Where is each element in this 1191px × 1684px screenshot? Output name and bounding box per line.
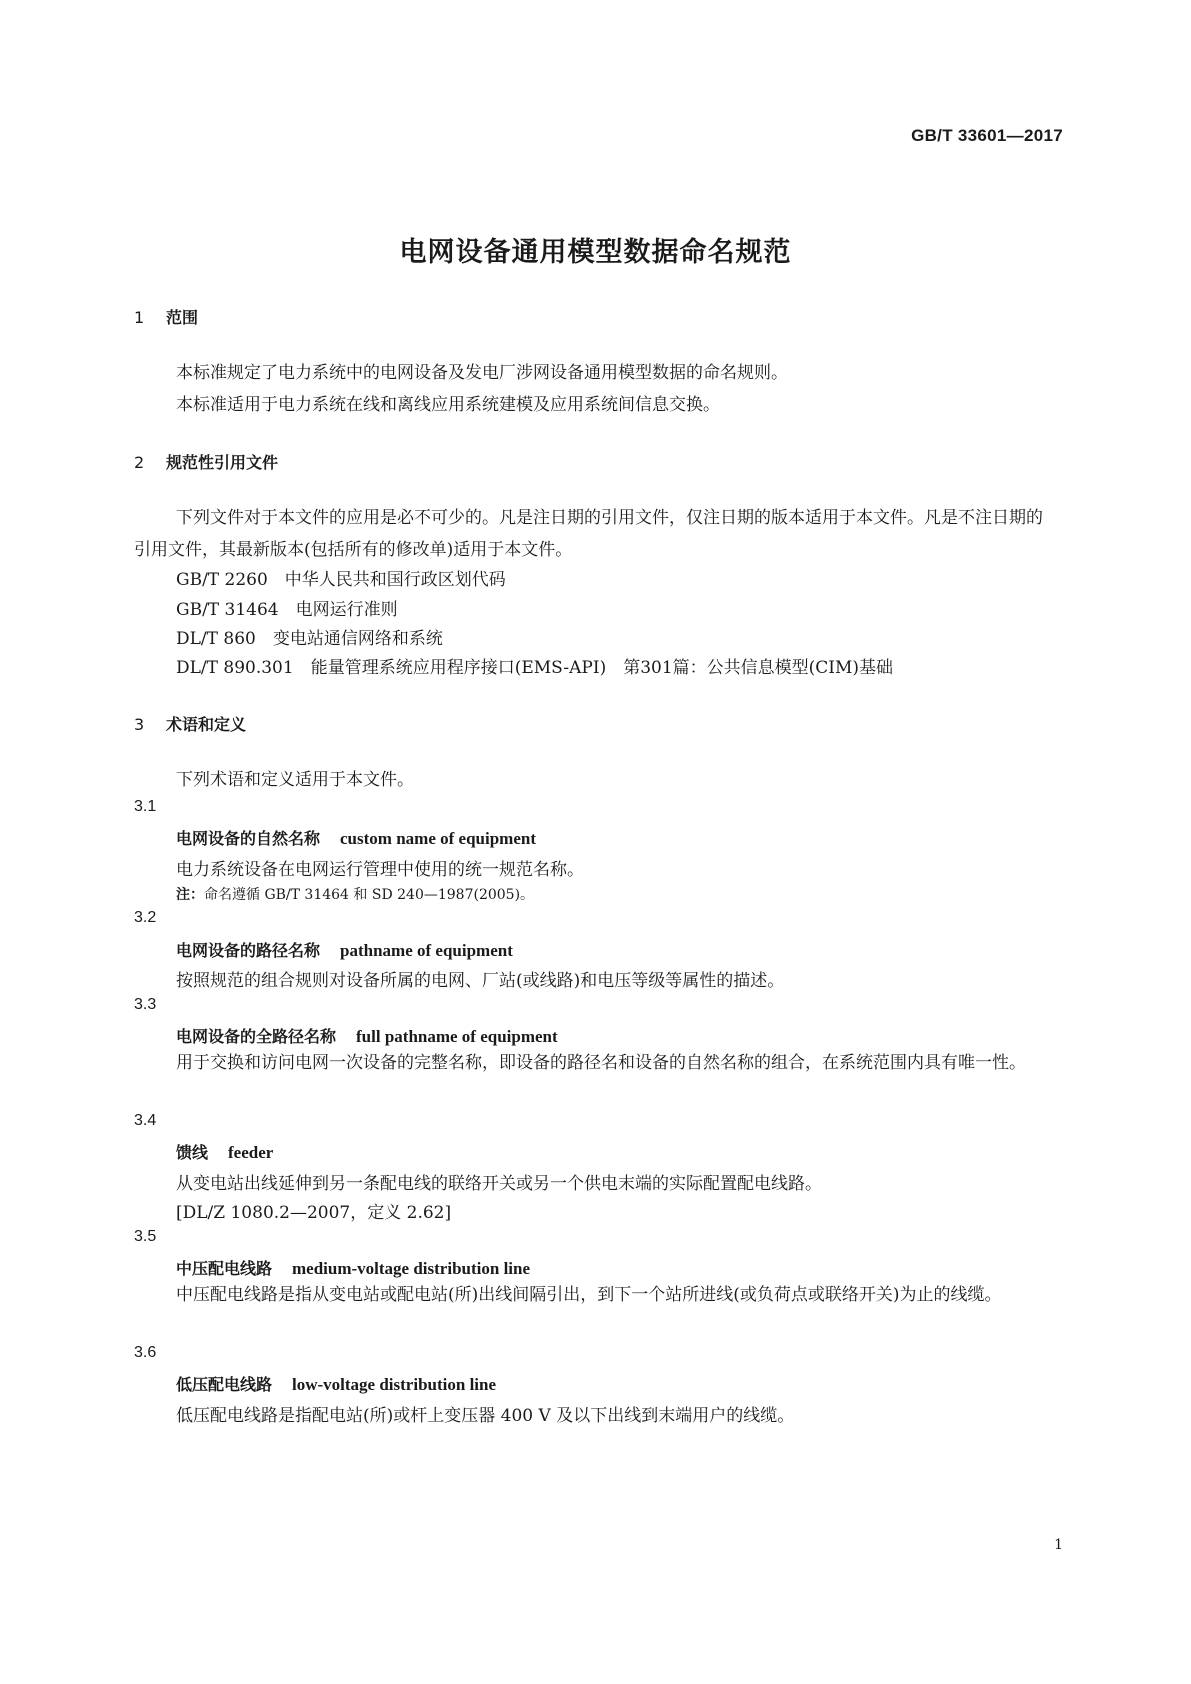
section-2-heading bbox=[134, 450, 278, 473]
term-number: 3.6 bbox=[134, 1344, 157, 1361]
term-definition: 低压配电线路是指配电站(所)或杆上变压器 400 V 及以下出线到末端用户的线缆。 bbox=[176, 1406, 795, 1426]
section-number: 1 bbox=[134, 308, 145, 327]
term-number: 3.3 bbox=[134, 996, 157, 1013]
term-en: pathname of equipment bbox=[340, 941, 513, 960]
term-zh: 馈线 bbox=[176, 1143, 209, 1162]
paragraph: 下列术语和定义适用于本文件。 bbox=[176, 770, 414, 790]
section-title: 术语和定义 bbox=[166, 715, 247, 734]
term-definition: 从变电站出线延伸到另一条配电线的联络开关或另一个供电末端的实际配置配电线路。 bbox=[176, 1174, 822, 1194]
term-heading bbox=[176, 1140, 273, 1163]
paragraph-text: 下列文件对于本文件的应用是必不可少的。凡是注日期的引用文件，仅注日期的版本适用于本文件。凡是不注日期的引用文件，其最新版本(包括所有的修改单)适用于本文件。 bbox=[134, 508, 1043, 560]
definition-text: 中压配电线路是指从变电站或配电站(所)出线间隔引出，到下一个站所进线(或负荷点或联络开关)为止的线缆。 bbox=[176, 1285, 1002, 1305]
section-1-heading bbox=[134, 305, 198, 328]
note-text: 命名遵循 GB/T 31464 和 SD 240—1987(2005)。 bbox=[204, 887, 535, 903]
term-heading bbox=[176, 1024, 558, 1047]
reference-item: GB/T 31464 电网运行准则 bbox=[176, 600, 398, 620]
reference-item: DL/T 890.301 能量管理系统应用程序接口(EMS-API) 第301篇：公共信息模型(CIM)基础 bbox=[176, 658, 894, 678]
definition-text: 用于交换和访问电网一次设备的完整名称，即设备的路径名和设备的自然名称的组合，在系统范围内具有唯一性。 bbox=[176, 1053, 1026, 1073]
term-zh: 低压配电线路 bbox=[176, 1375, 273, 1394]
reference-item: DL/T 860 变电站通信网络和系统 bbox=[176, 629, 443, 649]
term-zh: 电网设备的自然名称 bbox=[176, 829, 321, 848]
page-number: 1 bbox=[1054, 1537, 1063, 1553]
term-heading bbox=[176, 1256, 530, 1279]
term-zh: 电网设备的全路径名称 bbox=[176, 1027, 337, 1046]
term-en: full pathname of equipment bbox=[356, 1027, 558, 1046]
paragraph: 本标准规定了电力系统中的电网设备及发电厂涉网设备通用模型数据的命名规则。 bbox=[176, 363, 788, 383]
section-number: 2 bbox=[134, 453, 145, 472]
section-title: 范围 bbox=[166, 308, 199, 327]
term-number: 3.1 bbox=[134, 798, 157, 815]
term-en: medium-voltage distribution line bbox=[292, 1259, 531, 1278]
term-heading bbox=[176, 938, 513, 961]
term-en: feeder bbox=[228, 1143, 274, 1162]
term-en: low-voltage distribution line bbox=[292, 1375, 497, 1394]
term-number: 3.5 bbox=[134, 1228, 157, 1245]
note-label: 注： bbox=[176, 887, 204, 903]
term-note bbox=[176, 884, 534, 904]
term-heading bbox=[176, 1372, 496, 1395]
section-title: 规范性引用文件 bbox=[166, 453, 279, 472]
section-number: 3 bbox=[134, 715, 145, 734]
document-title: 电网设备通用模型数据命名规范 bbox=[399, 237, 792, 268]
term-definition bbox=[134, 1279, 1059, 1311]
term-source: [DL/Z 1080.2—2007，定义 2.62] bbox=[176, 1203, 452, 1223]
term-definition: 按照规范的组合规则对设备所属的电网、厂站(或线路)和电压等级等属性的描述。 bbox=[176, 971, 785, 991]
reference-item: GB/T 2260 中华人民共和国行政区划代码 bbox=[176, 570, 506, 590]
paragraph bbox=[134, 502, 1059, 566]
term-definition bbox=[134, 1047, 1059, 1079]
term-number: 3.2 bbox=[134, 909, 157, 926]
term-definition: 电力系统设备在电网运行管理中使用的统一规范名称。 bbox=[176, 860, 584, 880]
term-heading bbox=[176, 826, 536, 849]
term-number: 3.4 bbox=[134, 1112, 157, 1129]
section-3-heading bbox=[134, 712, 246, 735]
term-en: custom name of equipment bbox=[340, 829, 536, 848]
paragraph: 本标准适用于电力系统在线和离线应用系统建模及应用系统间信息交换。 bbox=[176, 395, 720, 415]
standard-code: GB/T 33601—2017 bbox=[911, 126, 1063, 145]
term-zh: 电网设备的路径名称 bbox=[176, 941, 321, 960]
term-zh: 中压配电线路 bbox=[176, 1259, 273, 1278]
